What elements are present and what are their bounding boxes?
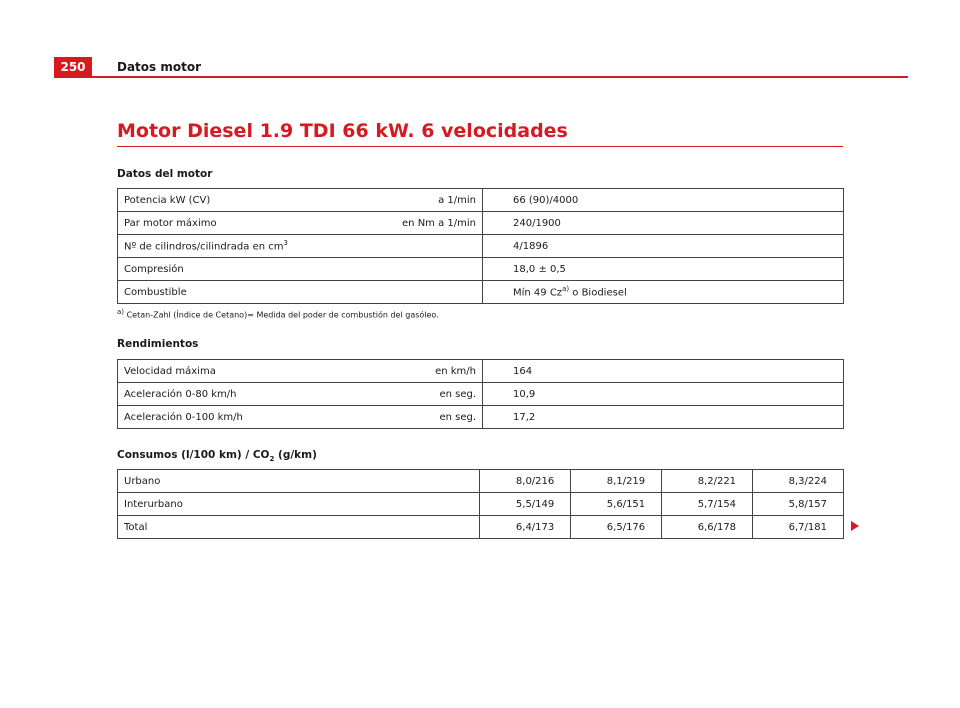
row-value: Mín 49 Cz$^{a)}$ o Biodiesel	[483, 281, 844, 304]
row-label: Urbano	[118, 470, 480, 493]
row-label: Total	[118, 516, 480, 539]
header-rule	[92, 76, 908, 78]
row-value: 6,7/181	[753, 516, 844, 539]
row-value: 6,6/178	[662, 516, 753, 539]
row-value: 4/1896	[483, 235, 844, 258]
row-value: 5,8/157	[753, 493, 844, 516]
row-label: Nº de cilindros/cilindrada en $cm^3$	[118, 235, 371, 258]
row-value: 10,9	[483, 383, 844, 406]
table-row	[118, 383, 844, 406]
row-value: 8,2/221	[662, 470, 753, 493]
performance-table	[117, 359, 844, 429]
row-value: 18,0 ± 0,5	[483, 258, 844, 281]
superscript: 3	[283, 239, 288, 248]
row-unit: en seg.	[370, 383, 483, 406]
row-label: Potencia kW (CV)	[118, 189, 371, 212]
row-value: 5,7/154	[662, 493, 753, 516]
table-row	[118, 360, 844, 383]
row-label: Compresión	[118, 258, 371, 281]
performance-heading: Rendimientos	[117, 338, 199, 350]
consumption-heading: Consumos (l/100 $km) / CO_2$ (g/km)	[117, 449, 317, 464]
row-unit: en km/h	[370, 360, 483, 383]
row-label: Velocidad máxima	[118, 360, 371, 383]
row-value: 8,1/219	[571, 470, 662, 493]
row-unit	[370, 281, 483, 304]
footnote: $^{a)}$ Cetan-Zahl (Índice de Cetano)= Medida del poder de combustión del gasóleo.	[117, 308, 439, 320]
table-row	[118, 212, 844, 235]
row-unit: a 1/min	[370, 189, 483, 212]
row-label: Combustible	[118, 281, 371, 304]
footnote-mark: a)	[117, 308, 125, 316]
table-row	[118, 281, 844, 304]
engine-table	[117, 188, 844, 304]
table-row	[118, 493, 844, 516]
row-value: 17,2	[483, 406, 844, 429]
row-unit	[370, 258, 483, 281]
row-value: 6,4/173	[480, 516, 571, 539]
table-row	[118, 406, 844, 429]
row-value: 8,3/224	[753, 470, 844, 493]
row-value: 6,5/176	[571, 516, 662, 539]
subscript: 2	[269, 455, 275, 464]
row-value: 240/1900	[483, 212, 844, 235]
table-row	[118, 470, 844, 493]
table-row	[118, 258, 844, 281]
row-unit	[370, 235, 483, 258]
page-title: Motor Diesel 1.9 TDI 66 kW. 6 velocidades	[117, 120, 568, 142]
row-label: Aceleración 0-100 km/h	[118, 406, 371, 429]
row-unit: en seg.	[370, 406, 483, 429]
row-value: 5,6/151	[571, 493, 662, 516]
row-label: Par motor máximo	[118, 212, 371, 235]
consumption-table	[117, 469, 844, 539]
title-rule	[117, 146, 843, 147]
row-unit: en Nm a 1/min	[370, 212, 483, 235]
triangle-right-icon	[851, 521, 859, 531]
row-value: 8,0/216	[480, 470, 571, 493]
page-number: 250	[54, 57, 92, 78]
table-row	[118, 189, 844, 212]
row-value: 5,5/149	[480, 493, 571, 516]
table-row	[118, 516, 844, 539]
header-title: Datos motor	[117, 60, 202, 74]
row-label: Interurbano	[118, 493, 480, 516]
row-value: 164	[483, 360, 844, 383]
row-label: Aceleración 0-80 km/h	[118, 383, 371, 406]
footnote-ref: a)	[562, 285, 570, 294]
engine-heading: Datos del motor	[117, 168, 213, 180]
table-row	[118, 235, 844, 258]
row-value: 66 (90)/4000	[483, 189, 844, 212]
